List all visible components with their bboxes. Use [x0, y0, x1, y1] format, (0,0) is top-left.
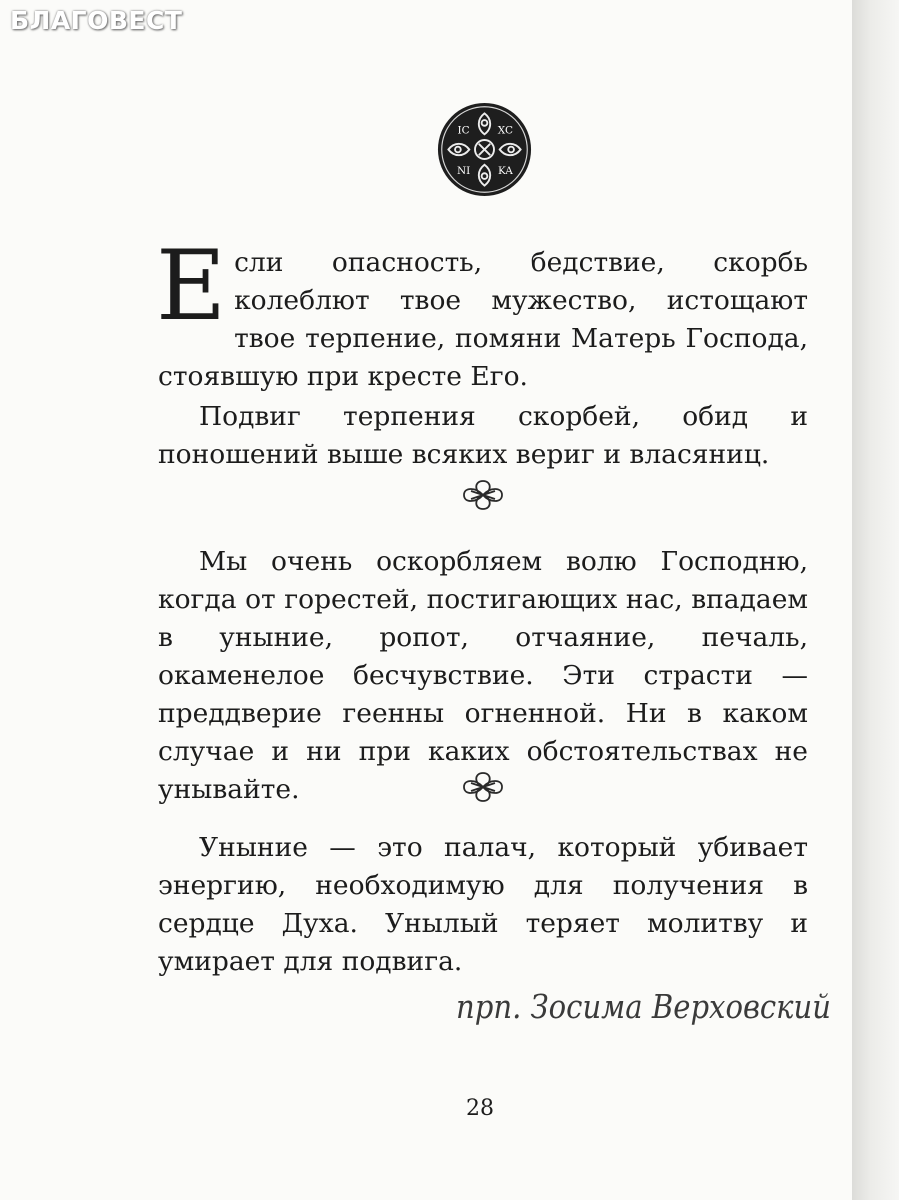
emblem-letters-ni: NI — [456, 165, 471, 178]
paragraph-1 — [156, 230, 808, 396]
knot-ornament-icon — [460, 478, 506, 512]
drop-cap-letter: Е — [156, 230, 227, 342]
store-watermark: БЛАГОВЕСТ — [10, 6, 183, 35]
author-signature — [452, 980, 837, 1040]
knot-ornament-icon — [460, 770, 506, 804]
paragraph-3: Мы очень оскорбляем волю Господню, когда от горестей, постигающих нас, впадаем в уныние, ропот, отчаяние, печаль, окаменелое бесчувствие. Эти страсти — преддверие геенны огненной. Ни в каком случае и ни при каких обстоятельствах не унывайте. — [158, 546, 808, 805]
page-edge-shadow — [852, 0, 899, 1200]
text-section-1 — [156, 230, 808, 474]
emblem-letters-ic: IC — [457, 124, 470, 137]
page-number: 28 — [466, 1096, 494, 1121]
signature-text: прп. Зосима Верховский — [456, 987, 831, 1026]
emblem-letters-ka: KA — [497, 165, 513, 178]
emblem-letters-xc: XC — [497, 124, 514, 137]
paragraph-2: Подвиг терпения скорбей, обид и поношений выше всяких вериг и власяниц. — [158, 401, 808, 470]
paragraph-1-text: сли опасность, бедствие, скорбь колеблют твое мужество, истощают твое терпение, помяни Матерь Господа, стоявшую при кресте Его. — [158, 247, 808, 392]
text-section-3 — [158, 829, 808, 981]
paragraph-4: Уныние — это палач, который убивает энергию, необходимую для получения в сердце Духа. Унылый теряет молитву и умирает для подвига. — [158, 832, 808, 977]
ic-xc-nika-cross-icon — [437, 102, 532, 197]
